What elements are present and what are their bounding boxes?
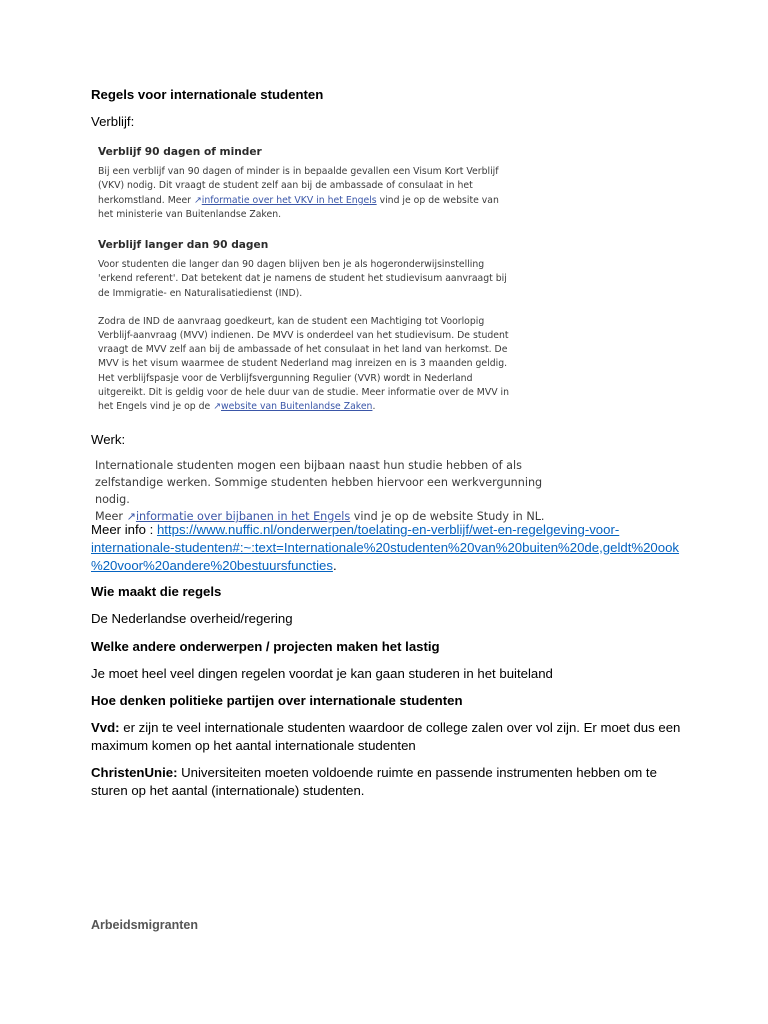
text-line: het Engels vind je op de: [98, 401, 214, 413]
external-link-icon: ↗: [213, 401, 221, 413]
text-line: (VKV) nodig. Dit vraagt de student zelf aan bij de ambassade of consulaat in het: [98, 180, 473, 192]
meer-info-paragraph: [91, 521, 691, 575]
text-line: vind je op de website van: [376, 194, 499, 206]
nuffic-link[interactable]: internationale-studenten#:~:text=Internationale%20studenten%20van%20buiten%20de,geldt%20ook: [91, 540, 680, 555]
answer-text: Je moet heel veel dingen regelen voordat je kan gaan studeren in het buiteland: [91, 666, 553, 681]
footer-heading: Arbeidsmigranten: [91, 918, 198, 932]
text-line: Bij een verblijf van 90 dagen of minder is in bepaalde gevallen een Visum Kort Verblijf: [98, 166, 499, 178]
verblijf-90-heading: Verblijf 90 dagen of minder: [98, 146, 262, 158]
question-heading: Hoe denken politieke partijen over internationale studenten: [91, 693, 463, 708]
text-line: vind je op de website Study in NL.: [350, 510, 545, 523]
text-line: vraagt de MVV zelf aan bij de ambassade of het consulaat in het land van herkomst. De: [98, 344, 508, 356]
vvd-paragraph: [91, 719, 691, 755]
text-line: maximum komen op het aantal internationale studenten: [91, 738, 416, 753]
text-line: de Immigratie- en Naturalisatiedienst (IND).: [98, 287, 303, 299]
external-link-icon: ↗: [193, 194, 202, 206]
text-line: Verblijf-aanvraag (MVV) indienen. De MVV is onderdeel van het studievisum. De student: [98, 330, 509, 342]
text-line: Voor studenten die langer dan 90 dagen blijven ben je als hogeronderwijsinstelling: [98, 259, 485, 271]
party-label: Vvd:: [91, 720, 120, 735]
bijbanen-info-link[interactable]: informatie over bijbanen in het Engels: [135, 510, 351, 523]
verblijf-label: Verblijf:: [91, 114, 135, 129]
verblijf-90-paragraph: [98, 165, 518, 222]
text-line: Meer: [95, 510, 127, 523]
verblijf-langer-heading: Verblijf langer dan 90 dagen: [98, 239, 269, 252]
verblijf-embedded-image: [98, 145, 518, 424]
buza-website-link[interactable]: website van Buitenlandse Zaken: [221, 401, 373, 413]
text-line: Internationale studenten mogen een bijbaan naast hun studie hebben of als: [95, 459, 522, 472]
external-link-icon: ↗: [126, 510, 136, 523]
question-heading: Welke andere onderwerpen / projecten maken het lastig: [91, 639, 440, 654]
christenunie-paragraph: [91, 764, 691, 800]
text-line: er zijn te veel internationale studenten waardoor de college zalen over vol zijn. Er moet dus een: [119, 720, 681, 735]
text-line: .: [372, 401, 376, 413]
text-line: Universiteiten moeten voldoende ruimte en passende instrumenten hebben om te: [177, 765, 657, 780]
mvv-paragraph: [98, 315, 518, 414]
document-title: Regels voor internationale studenten: [91, 87, 324, 102]
vkv-info-link[interactable]: informatie over het VKV in het Engels: [201, 194, 377, 206]
party-label: ChristenUnie:: [91, 765, 178, 780]
text-line: zelfstandige werken. Sommige studenten hebben hiervoor een werkvergunning nodig.: [95, 476, 543, 506]
text-line: 'erkend referent'. Dat betekent dat je namens de student het studievisum aanvraagt bij: [98, 273, 507, 285]
text-line: het ministerie van Buitenlandse Zaken.: [98, 208, 282, 220]
text-line: Het verblijfspasje voor de Verblijfsvergunning Regulier (VVR) wordt in Nederland: [98, 372, 473, 384]
werk-label: Werk:: [91, 432, 126, 447]
werk-embedded-image: [95, 457, 575, 525]
verblijf-langer-paragraph: [98, 258, 518, 301]
text-line: uitgereikt. Dit is geldig voor de hele duur van de studie. Meer informatie over de MVV in: [98, 386, 509, 398]
text-line: MVV is het visum waarmee de student Nederland mag inreizen en is 3 maanden geldig.: [98, 358, 508, 370]
question-heading: Wie maakt die regels: [91, 584, 222, 599]
nuffic-link[interactable]: https://www.nuffic.nl/onderwerpen/toelating-en-verblijf/wet-en-regelgeving-voor-: [156, 522, 620, 537]
text-line: Zodra de IND de aanvraag goedkeurt, kan de student een Machtiging tot Voorlopig: [98, 315, 485, 327]
text-line: .: [332, 558, 337, 573]
meer-info-label: Meer info :: [91, 522, 157, 537]
text-line: sturen op het aantal (internationale) studenten.: [91, 783, 365, 798]
answer-text: De Nederlandse overheid/regering: [91, 611, 293, 626]
nuffic-link[interactable]: %20voor%20andere%20bestuursfuncties: [91, 558, 333, 573]
text-line: herkomstland. Meer: [98, 194, 194, 206]
